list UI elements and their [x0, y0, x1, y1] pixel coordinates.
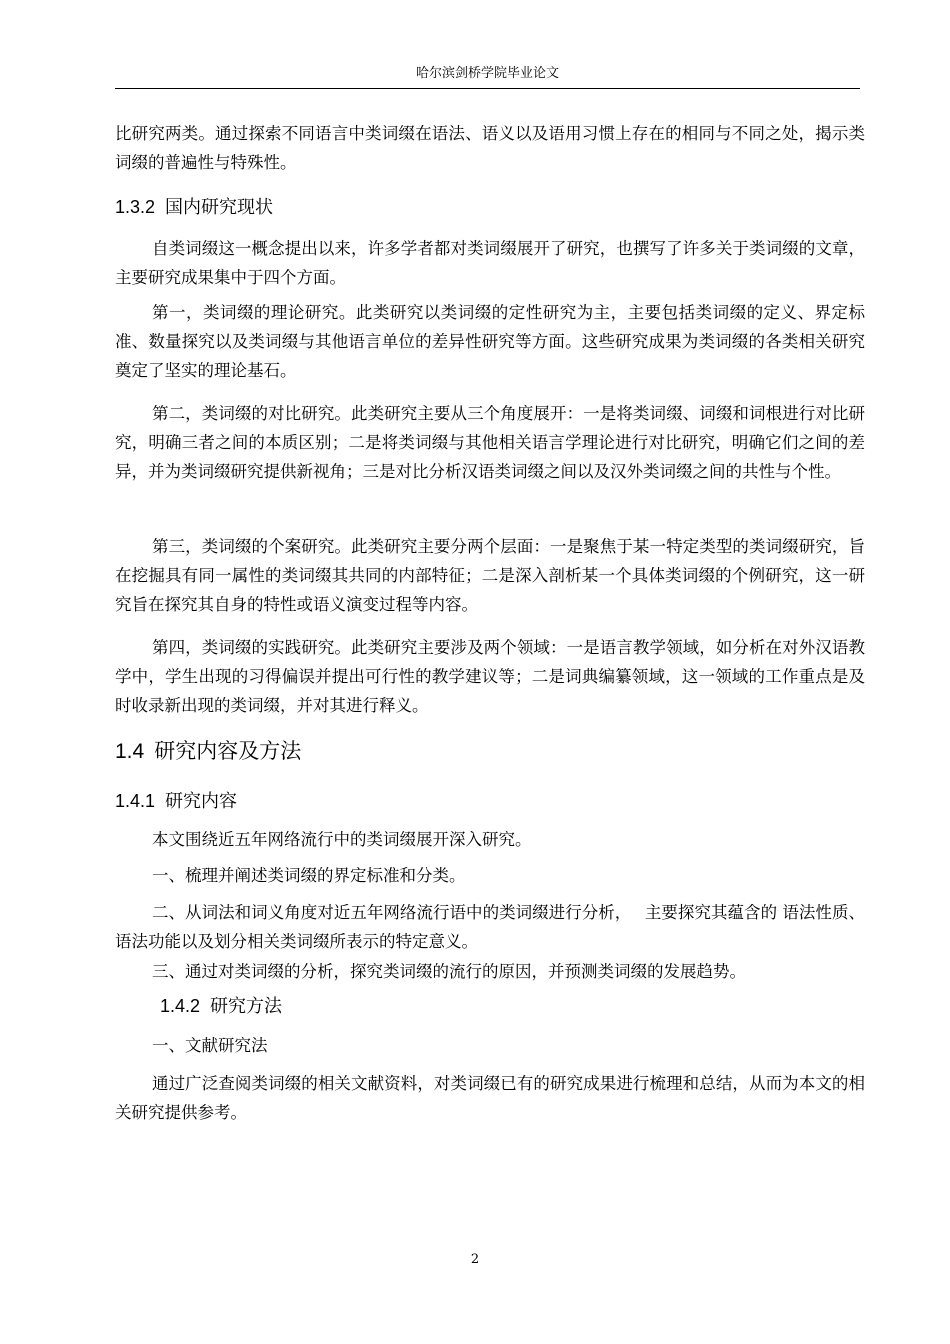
paragraph-method-desc: 通过广泛查阅类词缀的相关文献资料，对类词缀已有的研究成果进行梳理和总结，从而为本文的相关研究提供参考。 [115, 1074, 865, 1122]
paragraph-continuation: 比研究两类。通过探索不同语言中类词缀在语法、语义以及语用习惯上存在的相同与不同之处，揭示类词缀的普遍性与特殊性。 [115, 124, 865, 172]
section-title: 研究内容及方法 [154, 739, 302, 763]
section-number: 1.3.2 [115, 197, 156, 217]
section-title: 国内研究现状 [165, 197, 274, 218]
paragraph-theory: 第一，类词缀的理论研究。此类研究以类词缀的定性研究为主，主要包括类词缀的定义、界定标准、数量探究以及类词缀与其他语言单位的差异性研究等方面。这些研究成果为类词缀的各类相关研究奠定了坚实的理论基石。 [115, 303, 865, 380]
paragraph-practice: 第四，类词缀的实践研究。此类研究主要涉及两个领域：一是语言教学领域，如分析在对外汉语教学中，学生出现的习得偏误并提出可行性的教学建议等；二是词典编纂领域，这一领域的工作重点是及时收录新出现的类词缀，并对其进行释义。 [115, 638, 865, 715]
section-title: 研究内容 [165, 791, 238, 812]
paragraph-method-title: 一、文献研究法 [152, 1036, 268, 1055]
section-heading-1-4-2 [160, 993, 282, 1020]
paragraph-item-3: 三、通过对类词缀的分析，探究类词缀的流行的原因，并预测类词缀的发展趋势。 [152, 962, 746, 981]
paragraph-content-intro: 本文围绕近五年网络流行中的类词缀展开深入研究。 [152, 830, 532, 849]
section-number: 1.4.1 [115, 791, 156, 811]
section-number: 1.4.2 [160, 996, 201, 1016]
page-header: 哈尔滨剑桥学院毕业论文 [115, 64, 860, 89]
section-number: 1.4 [115, 740, 145, 763]
paragraph-comparison: 第二，类词缀的对比研究。此类研究主要从三个角度展开：一是将类词缀、词缀和词根进行对比研究，明确三者之间的本质区别；二是将类词缀与其他相关语言学理论进行对比研究，明确它们之间的差异，并为类词缀研究提供新视角；三是对比分析汉语类词缀之间以及汉外类词缀之间的共性与个性。 [115, 404, 865, 481]
paragraph-item-2: 二、从词法和词义角度对近五年网络流行语中的类词缀进行分析， 主要探究其蕴含的 语法性质、语法功能以及划分相关类词缀所表示的特定意义。 [115, 903, 865, 951]
paragraph-item-1: 一、梳理并阐述类词缀的界定标准和分类。 [152, 866, 466, 885]
paragraph-case-study: 第三，类词缀的个案研究。此类研究主要分两个层面：一是聚焦于某一特定类型的类词缀研究，旨在挖掘具有同一属性的类词缀其共同的内部特征；二是深入剖析某一个具体类词缀的个例研究，这一研究旨在探究其自身的特性或语义演变过程等内容。 [115, 537, 865, 614]
section-heading-1-4-1 [115, 788, 237, 815]
section-title: 研究方法 [210, 996, 283, 1017]
page-number: 2 [470, 1252, 480, 1267]
paragraph-intro: 自类词缀这一概念提出以来，许多学者都对类词缀展开了研究，也撰写了许多关于类词缀的文章，主要研究成果集中于四个方面。 [115, 239, 865, 287]
section-heading-1-4 [115, 736, 301, 767]
section-heading-1-3-2 [115, 194, 273, 221]
